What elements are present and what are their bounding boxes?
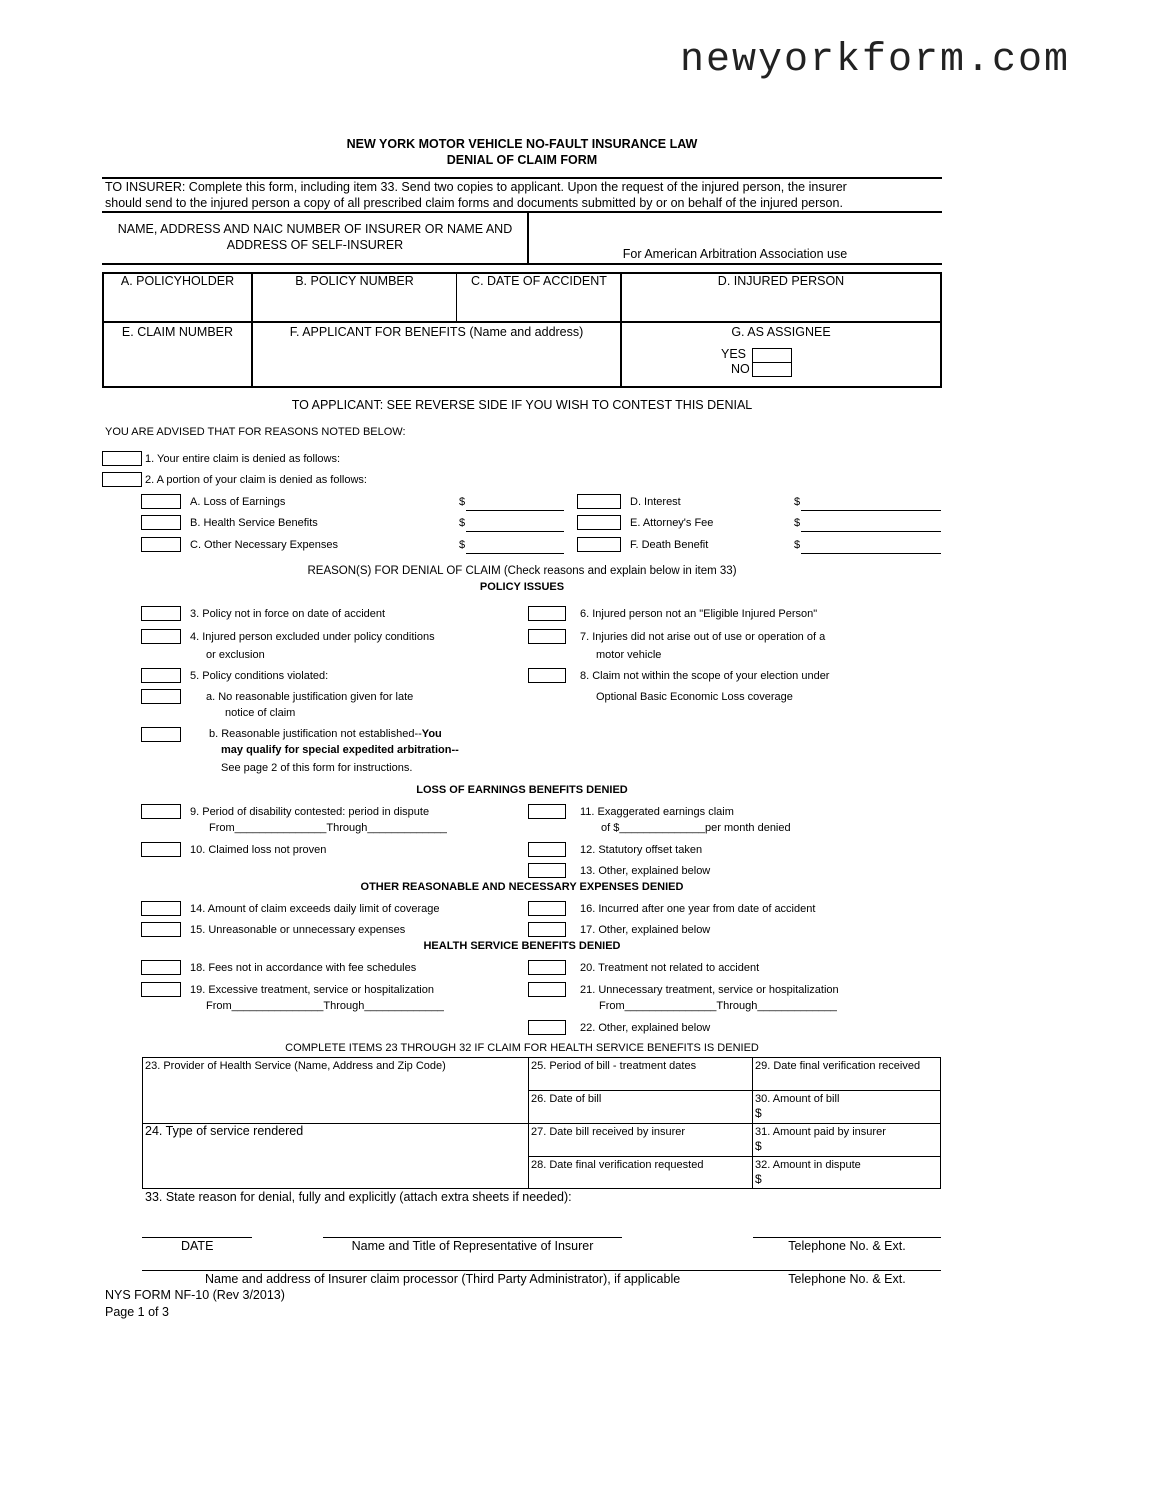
reason21-checkbox[interactable] [528, 982, 566, 997]
reason4-checkbox[interactable] [141, 629, 181, 644]
reason22-checkbox[interactable] [528, 1020, 566, 1035]
portion-d-checkbox[interactable] [577, 494, 621, 509]
item24-service-field[interactable]: 24. Type of service rendered [145, 1124, 304, 1138]
item28-requested-field[interactable]: 28. Date final verification requested [531, 1159, 704, 1171]
complete-items-header: COMPLETE ITEMS 23 THROUGH 32 IF CLAIM FOR HEALTH SERVICE BENEFITS IS DENIED [285, 1042, 759, 1054]
tpa-line[interactable] [142, 1270, 941, 1271]
reason17-checkbox[interactable] [528, 922, 566, 937]
reason9-label: 9. Period of disability contested: period in dispute [190, 806, 430, 818]
date-label: DATE [181, 1239, 214, 1253]
policyholder-field[interactable]: A. POLICYHOLDER [120, 274, 235, 288]
portion-e-checkbox[interactable] [577, 515, 621, 530]
reason6-label: 6. Injured person not an "Eligible Injured Person" [580, 608, 818, 620]
item23-provider-field[interactable]: 23. Provider of Health Service (Name, Address and Zip Code) [145, 1060, 446, 1072]
reason10-checkbox[interactable] [141, 842, 181, 857]
portion-f-amount[interactable] [801, 539, 941, 554]
assignee-no-checkbox[interactable] [752, 362, 792, 377]
reason5b-label-2: may qualify for special expedited arbitration-- [221, 744, 459, 756]
applicant-field[interactable]: F. APPLICANT FOR BENEFITS (Name and address) [289, 325, 584, 339]
item32-dispute-field[interactable]: 32. Amount in dispute [755, 1159, 861, 1171]
reason8-checkbox[interactable] [528, 668, 566, 683]
reason19-dates: From_______________Through_____________ [206, 1000, 444, 1012]
reason12-label: 12. Statutory offset taken [580, 844, 703, 856]
reason14-checkbox[interactable] [141, 901, 181, 916]
divider [527, 212, 529, 264]
reason17-label: 17. Other, explained below [580, 924, 711, 936]
reason5a-label: a. No reasonable justification given for late [206, 691, 414, 703]
telephone-label: Telephone No. & Ext. [788, 1239, 906, 1253]
item29-verification-field[interactable]: 29. Date final verification received [755, 1060, 921, 1072]
reason13-label: 13. Other, explained below [580, 865, 711, 877]
aaa-use-label: For American Arbitration Association use [622, 247, 848, 261]
item33-reason-label: 33. State reason for denial, fully and explicitly (attach extra sheets if needed): [145, 1190, 572, 1204]
other-expenses-header: OTHER REASONABLE AND NECESSARY EXPENSES DENIED [360, 881, 684, 893]
to-applicant-notice: TO APPLICANT: SEE REVERSE SIDE IF YOU WISH TO CONTEST THIS DENIAL [291, 398, 753, 412]
reason5b-label-3: See page 2 of this form for instructions. [221, 762, 413, 774]
reason5b-text: b. Reasonable justification not established-- [209, 728, 422, 740]
health-service-header: HEALTH SERVICE BENEFITS DENIED [423, 940, 621, 952]
dollar-sign: $ [755, 1106, 762, 1120]
item1-checkbox[interactable] [102, 451, 142, 466]
to-insurer-line1: TO INSURER: Complete this form, including item 33. Send two copies to applicant. Upon the request of the injured person, the insurer [105, 180, 847, 194]
item31-paid-field[interactable]: 31. Amount paid by insurer [755, 1126, 886, 1138]
reason9-dates: From_______________Through_____________ [209, 822, 447, 834]
reason4-label: 4. Injured person excluded under policy conditions [190, 631, 435, 643]
representative-label: Name and Title of Representative of Insurer [351, 1239, 594, 1253]
reason12-checkbox[interactable] [528, 842, 566, 857]
reason5b-bold: You [421, 728, 442, 740]
dollar-sign: $ [755, 1172, 762, 1186]
reason13-checkbox[interactable] [528, 863, 566, 878]
reason5a-label-2: notice of claim [225, 707, 296, 719]
divider [456, 272, 457, 322]
reason5-label: 5. Policy conditions violated: [190, 670, 329, 682]
date-line[interactable] [142, 1237, 252, 1238]
portion-c-amount[interactable] [466, 539, 564, 554]
item30-amount-field[interactable]: 30. Amount of bill [755, 1093, 840, 1105]
portion-a-checkbox[interactable] [141, 494, 181, 509]
assignee-label: G. AS ASSIGNEE [731, 325, 831, 339]
reason19-checkbox[interactable] [141, 982, 181, 997]
reason16-label: 16. Incurred after one year from date of accident [580, 903, 816, 915]
dollar-sign: $ [794, 496, 801, 508]
no-label: NO [731, 362, 750, 376]
date-of-accident-field[interactable]: C. DATE OF ACCIDENT [471, 274, 607, 288]
reason18-checkbox[interactable] [141, 960, 181, 975]
item27-received-field[interactable]: 27. Date bill received by insurer [531, 1126, 686, 1138]
portion-d-amount[interactable] [801, 496, 941, 511]
reason7-checkbox[interactable] [528, 629, 566, 644]
insurer-name-label: NAME, ADDRESS AND NAIC NUMBER OF INSURER OR NAME AND [117, 222, 513, 236]
advised-label: YOU ARE ADVISED THAT FOR REASONS NOTED BELOW: [105, 426, 406, 438]
portion-c-checkbox[interactable] [141, 537, 181, 552]
reason5b-checkbox[interactable] [141, 727, 181, 742]
portion-b-checkbox[interactable] [141, 515, 181, 530]
reason8-label-2: Optional Basic Economic Loss coverage [596, 691, 793, 703]
item26-date-field[interactable]: 26. Date of bill [531, 1093, 602, 1105]
portion-d-label: D. Interest [630, 496, 681, 508]
item2-checkbox[interactable] [102, 472, 142, 487]
reason11-label: 11. Exaggerated earnings claim [580, 806, 734, 818]
dollar-sign: $ [459, 496, 466, 508]
portion-a-amount[interactable] [466, 496, 564, 511]
divider [102, 211, 942, 213]
policy-issues-header: POLICY ISSUES [479, 581, 565, 593]
loss-of-earnings-header: LOSS OF EARNINGS BENEFITS DENIED [416, 784, 628, 796]
reason10-label: 10. Claimed loss not proven [190, 844, 327, 856]
reason15-checkbox[interactable] [141, 922, 181, 937]
portion-e-amount[interactable] [801, 517, 941, 532]
form-id: NYS FORM NF-10 (Rev 3/2013) [105, 1288, 285, 1302]
reason3-checkbox[interactable] [141, 606, 181, 621]
reason9-checkbox[interactable] [141, 804, 181, 819]
dollar-sign: $ [794, 517, 801, 529]
reason5a-checkbox[interactable] [141, 689, 181, 704]
portion-e-label: E. Attorney's Fee [630, 517, 714, 529]
page-number: Page 1 of 3 [105, 1305, 169, 1319]
reason7-label-2: motor vehicle [596, 649, 662, 661]
policy-number-field[interactable]: B. POLICY NUMBER [295, 274, 414, 288]
reason3-label: 3. Policy not in force on date of accident [190, 608, 386, 620]
item25-period-field[interactable]: 25. Period of bill - treatment dates [531, 1060, 697, 1072]
reason8-label: 8. Claim not within the scope of your election under [580, 670, 830, 682]
reason7-label: 7. Injuries did not arise out of use or operation of a [580, 631, 826, 643]
dollar-sign: $ [459, 517, 466, 529]
item2-label: 2. A portion of your claim is denied as follows: [145, 474, 367, 486]
divider [528, 1156, 941, 1157]
reason20-label: 20. Treatment not related to accident [580, 962, 760, 974]
tpa-telephone-label: Telephone No. & Ext. [788, 1272, 906, 1286]
reason4-label-2: or exclusion [206, 649, 265, 661]
reason22-label: 22. Other, explained below [580, 1022, 711, 1034]
item1-label: 1. Your entire claim is denied as follows: [145, 453, 341, 465]
divider [102, 177, 942, 179]
portion-a-label: A. Loss of Earnings [190, 496, 286, 508]
dollar-sign: $ [755, 1139, 762, 1153]
reason20-checkbox[interactable] [528, 960, 566, 975]
reason5-checkbox[interactable] [141, 668, 181, 683]
divider [102, 321, 942, 323]
yes-label: YES [721, 347, 747, 361]
site-brand: newyorkform.com [680, 38, 1071, 83]
assignee-yes-checkbox[interactable] [752, 348, 792, 363]
divider [528, 1090, 941, 1091]
form-title: NEW YORK MOTOR VEHICLE NO-FAULT INSURANCE LAW [346, 137, 698, 151]
insurer-name-label-2: ADDRESS OF SELF-INSURER [226, 238, 404, 252]
reason19-label: 19. Excessive treatment, service or hospitalization [190, 984, 434, 996]
to-insurer-line2: should send to the injured person a copy of all prescribed claim forms and documents submitted by or on behalf of the injured person. [105, 196, 843, 210]
portion-c-label: C. Other Necessary Expenses [190, 539, 338, 551]
reason11-checkbox[interactable] [528, 804, 566, 819]
telephone-line[interactable] [753, 1237, 941, 1238]
reason16-checkbox[interactable] [528, 901, 566, 916]
reasons-header: REASON(S) FOR DENIAL OF CLAIM (Check reasons and explain below in item 33) [307, 565, 737, 577]
portion-b-amount[interactable] [466, 517, 564, 532]
dollar-sign: $ [459, 539, 466, 551]
reason21-label: 21. Unnecessary treatment, service or hospitalization [580, 984, 839, 996]
portion-b-label: B. Health Service Benefits [190, 517, 318, 529]
reason6-checkbox[interactable] [528, 606, 566, 621]
dollar-sign: $ [794, 539, 801, 551]
reason11-amount: of $______________per month denied [601, 822, 791, 834]
divider [102, 263, 942, 265]
injured-person-field[interactable]: D. INJURED PERSON [717, 274, 845, 288]
form-subtitle: DENIAL OF CLAIM FORM [446, 153, 598, 167]
reason5b-label [209, 728, 442, 741]
claim-number-field[interactable]: E. CLAIM NUMBER [121, 325, 234, 339]
portion-f-label: F. Death Benefit [630, 539, 709, 551]
reason18-label: 18. Fees not in accordance with fee schedules [190, 962, 417, 974]
tpa-label: Name and address of Insurer claim processor (Third Party Administrator), if applicable [205, 1272, 681, 1286]
reason14-label: 14. Amount of claim exceeds daily limit of coverage [190, 903, 440, 915]
portion-f-checkbox[interactable] [577, 537, 621, 552]
reason21-dates: From_______________Through_____________ [599, 1000, 837, 1012]
reason15-label: 15. Unreasonable or unnecessary expenses [190, 924, 406, 936]
representative-line[interactable] [323, 1237, 622, 1238]
